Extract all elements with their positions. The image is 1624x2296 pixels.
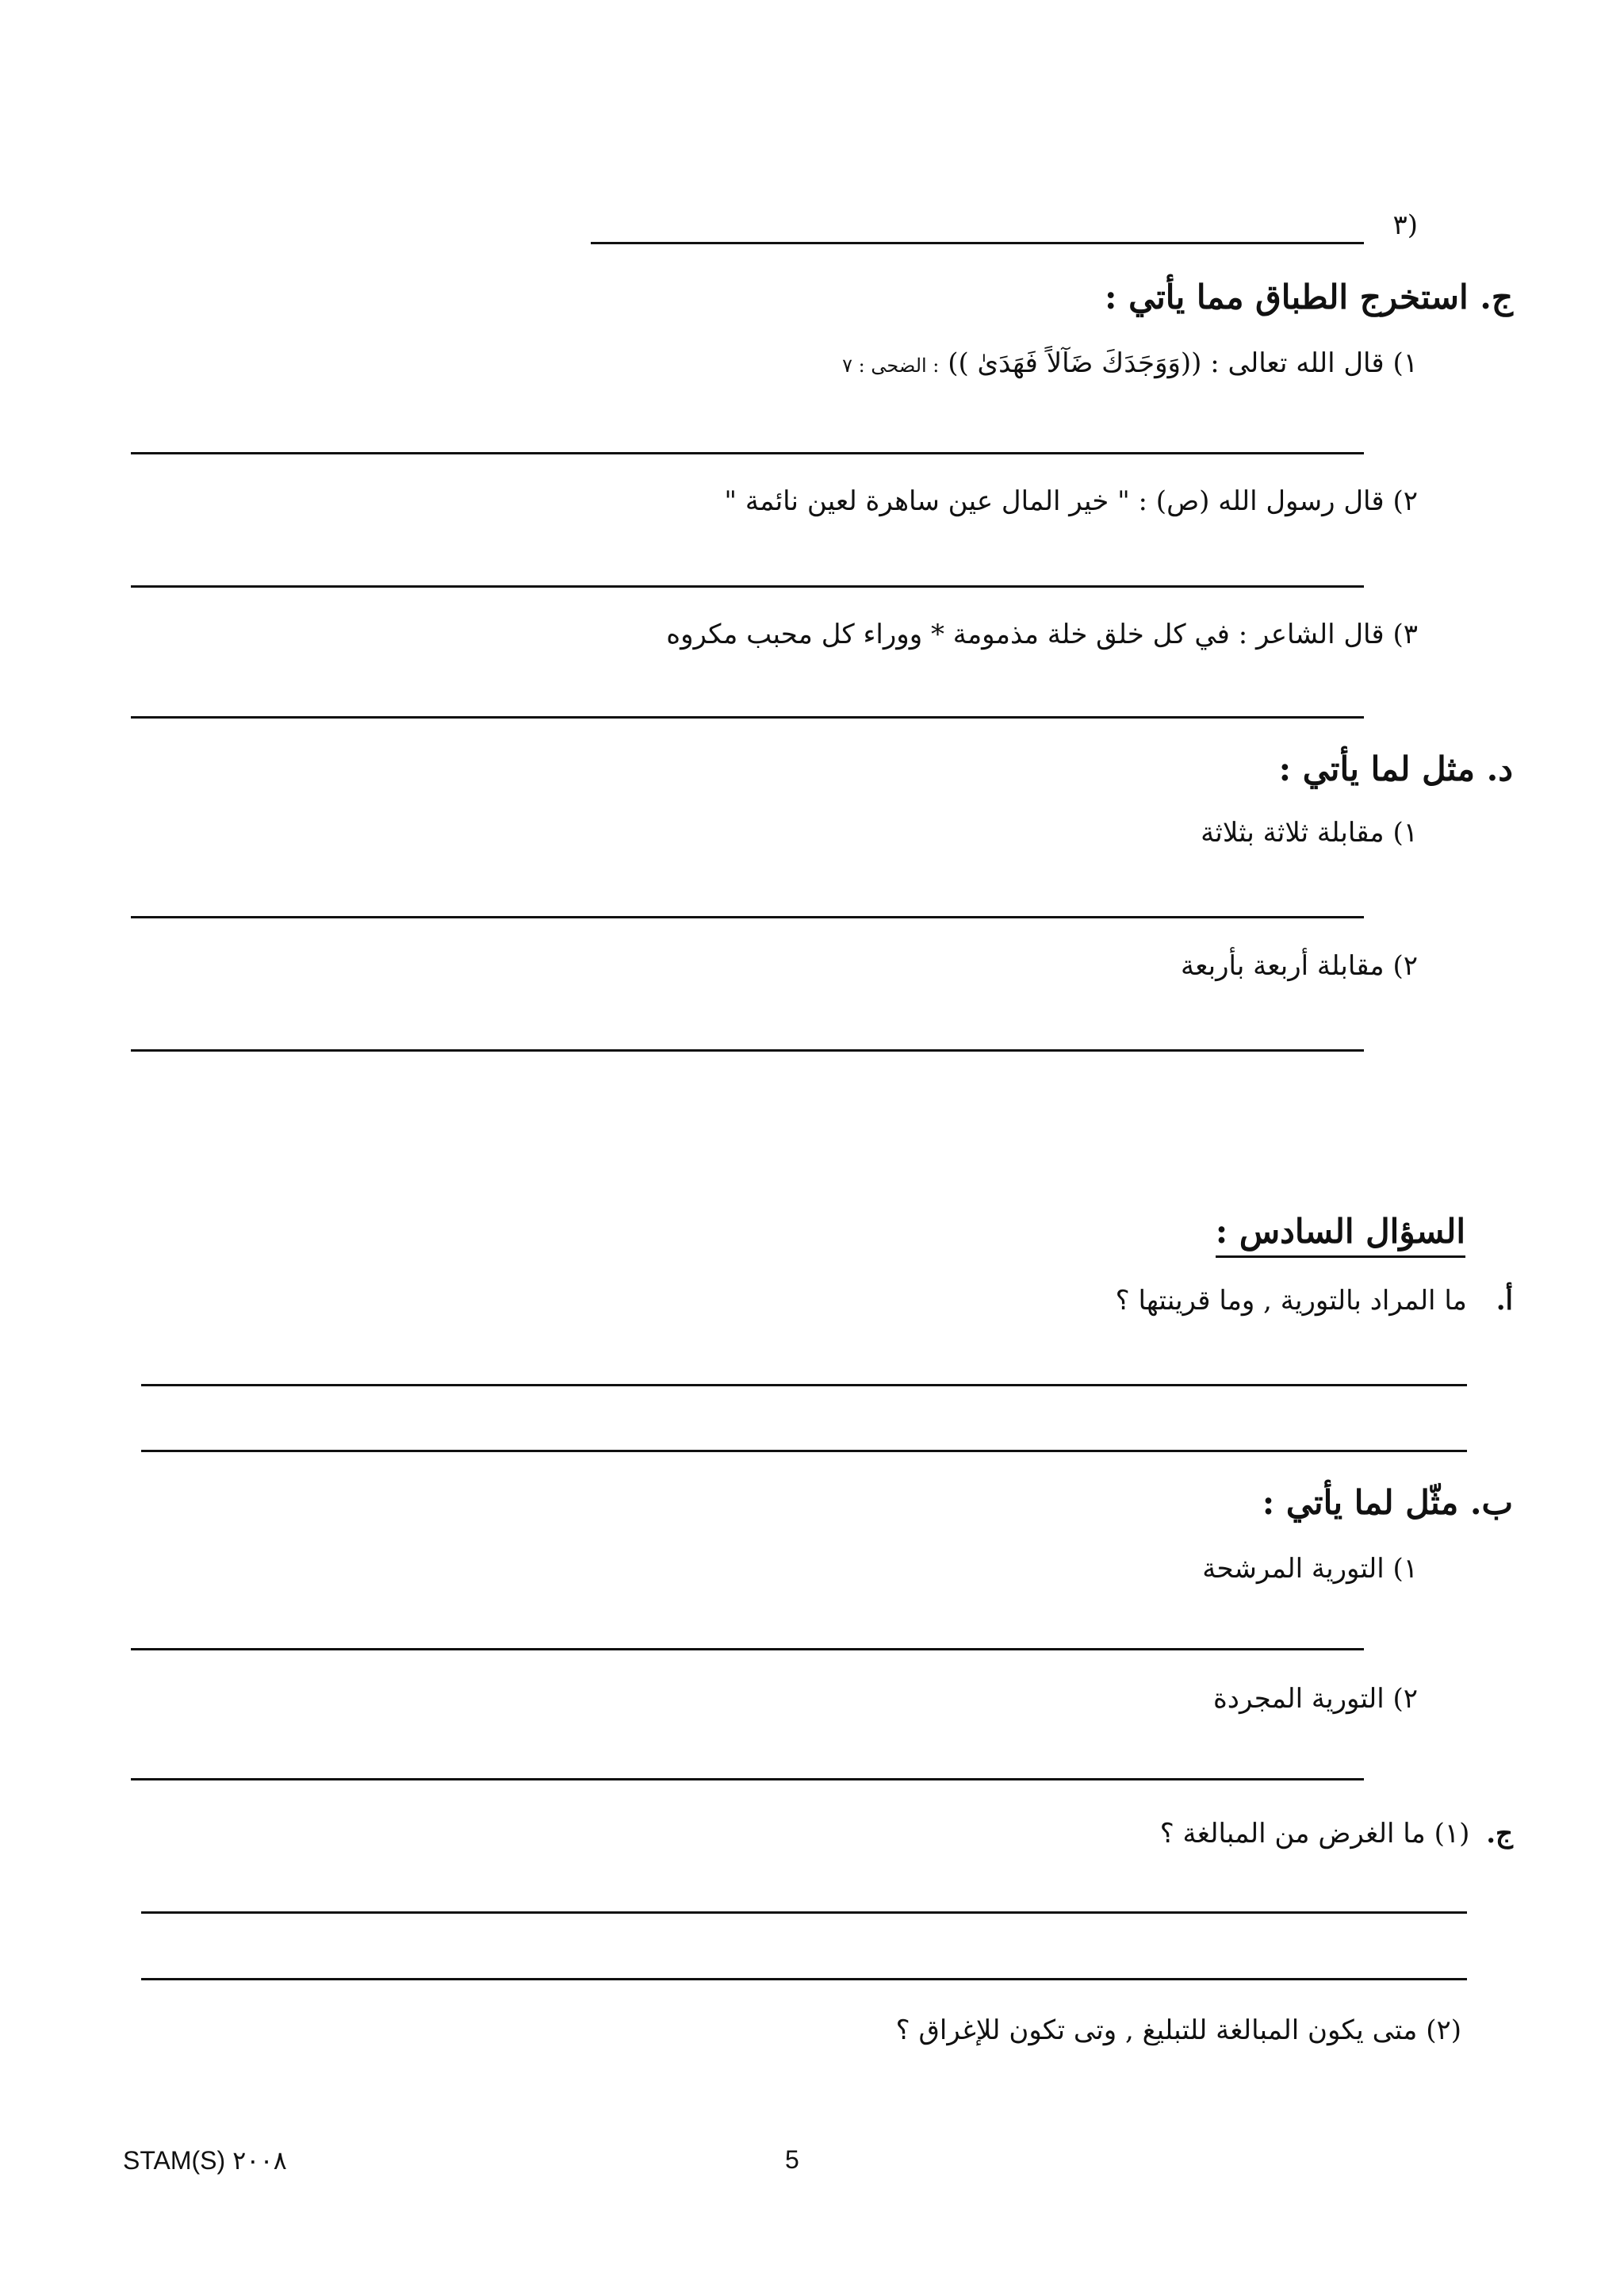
answer-line bbox=[131, 452, 1364, 454]
item-marker: ١) bbox=[1392, 347, 1418, 379]
item-text: قال رسول الله (ص) : " خير المال عين ساهرة لعين نائمة " bbox=[724, 485, 1385, 517]
list-item bbox=[842, 347, 1418, 379]
answer-line bbox=[131, 916, 1364, 918]
part-c-question-2: (٢) متى يكون المبالغة للتبليغ , وتى تكون للإغراق ؟ bbox=[895, 2014, 1461, 2046]
list-item bbox=[1202, 1553, 1418, 1585]
item-marker: ٢) bbox=[1392, 950, 1418, 982]
section-heading-j: ج. استخرج الطباق مما يأتي : bbox=[1104, 278, 1513, 316]
list-item bbox=[724, 485, 1418, 517]
item-marker: ١) bbox=[1392, 1553, 1418, 1585]
part-label: ج. bbox=[1486, 1818, 1513, 1849]
question-text: ما المراد بالتورية , وما قرينتها ؟ bbox=[1115, 1285, 1467, 1317]
item-text: التورية المجردة bbox=[1212, 1683, 1385, 1715]
item-marker: ٢) bbox=[1392, 1683, 1418, 1715]
list-item bbox=[1213, 1683, 1418, 1715]
question-text: (١) ما الغرض من المبالغة ؟ bbox=[1159, 1818, 1470, 1849]
answer-line bbox=[141, 1384, 1467, 1386]
item-marker: ٣) bbox=[1392, 619, 1418, 650]
part-c-question-1 bbox=[1160, 1818, 1513, 1849]
item-text: التورية المرشحة bbox=[1202, 1553, 1385, 1585]
answer-line bbox=[141, 1911, 1467, 1914]
item-text: مقابلة أربعة بأربعة bbox=[1181, 950, 1385, 982]
question-title: السؤال السادس : bbox=[1216, 1212, 1465, 1258]
answer-line bbox=[131, 1778, 1364, 1780]
answer-line bbox=[131, 585, 1364, 588]
page-number: 5 bbox=[785, 2145, 799, 2174]
answer-line bbox=[141, 1978, 1467, 1980]
item-text: قال الله تعالى : ((وَوَجَدَكَ ضَآلاً فَهَدَىٰ )) bbox=[948, 347, 1385, 379]
answer-line bbox=[131, 1648, 1364, 1650]
list-item bbox=[1181, 950, 1418, 982]
item-3-marker: ٣) bbox=[1392, 209, 1418, 241]
answer-line bbox=[141, 1450, 1467, 1452]
part-a-question bbox=[1116, 1285, 1513, 1317]
item-text: مقابلة ثلاثة بثلاثة bbox=[1201, 817, 1385, 849]
item-marker: ١) bbox=[1392, 817, 1418, 849]
list-item bbox=[666, 619, 1418, 650]
exam-code: STAM(S) ٢٠٠٨ bbox=[123, 2146, 287, 2175]
answer-line bbox=[131, 1049, 1364, 1052]
answer-line bbox=[591, 242, 1364, 244]
quran-source: : الضحى : ٧ bbox=[842, 355, 940, 377]
list-item bbox=[1201, 817, 1418, 849]
answer-line bbox=[131, 716, 1364, 719]
item-marker: ٢) bbox=[1392, 485, 1418, 517]
part-label: أ. bbox=[1496, 1285, 1513, 1317]
section-heading-d: د. مثل لما يأتي : bbox=[1278, 749, 1513, 788]
item-text: قال الشاعر : في كل خلق خلة مذمومة * ووراء كل محبب مكروه bbox=[666, 619, 1385, 650]
part-b-heading: ب. مثّل لما يأتي : bbox=[1262, 1483, 1513, 1522]
